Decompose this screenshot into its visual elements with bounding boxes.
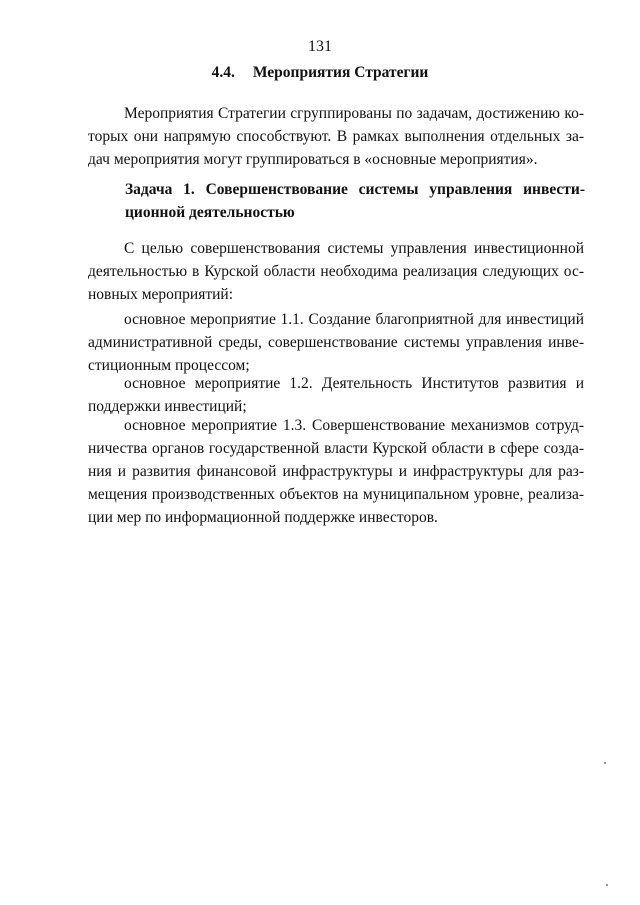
section-heading [0, 64, 640, 82]
paragraph-line: Мероприятия Стратегии сгруппированы по задачам, достижению ко- [124, 105, 584, 122]
measure-1-1-paragraph [88, 308, 584, 377]
paragraph-line: административной среды, совершенствование системы управления инве- [88, 334, 584, 351]
paragraph-line: мещения производственных объектов на муниципальном уровне, реализа- [88, 486, 584, 503]
scan-artifact [606, 884, 608, 886]
section-title: Мероприятия Стратегии [252, 64, 429, 81]
paragraph-line: ничества органов государственной власти Курской области в сфере созда- [88, 440, 584, 457]
paragraph-line: основное мероприятие 1.2. Деятельность Институтов развития и [124, 375, 584, 392]
scan-artifact [604, 762, 606, 764]
paragraph-line: поддержки инвестиций; [88, 398, 247, 415]
task-body-paragraph [88, 237, 584, 306]
section-number: 4.4. [211, 64, 235, 81]
page-number: 131 [308, 38, 332, 55]
task-heading [125, 178, 585, 224]
measure-1-3-paragraph [88, 414, 584, 529]
paragraph-line: стиционным процессом; [88, 357, 250, 374]
paragraph-line: деятельностью в Курской области необходима реализация следующих ос- [88, 263, 584, 280]
paragraph-line: ции мер по информационной поддержке инвесторов. [88, 509, 438, 526]
paragraph-line: новных мероприятий: [88, 286, 234, 303]
heading-line: Задача 1. Совершенствование системы управления инвести- [125, 181, 585, 198]
heading-line: ционной деятельностью [125, 204, 295, 221]
paragraph-line: основное мероприятие 1.1. Создание благоприятной для инвестиций [124, 311, 584, 328]
intro-paragraph [88, 102, 584, 171]
paragraph-line: ния и развития финансовой инфраструктуры и инфраструктуры для раз- [88, 463, 584, 480]
paragraph-line: дач мероприятия могут группироваться в «основные мероприятия». [88, 151, 538, 168]
paragraph-line: основное мероприятие 1.3. Совершенствование механизмов сотруд- [124, 417, 584, 434]
paragraph-line: торых они напрямую способствуют. В рамках выполнения отдельных за- [88, 128, 584, 145]
paragraph-line: С целью совершенствования системы управления инвестиционной [124, 240, 584, 257]
measure-1-2-paragraph [88, 372, 584, 418]
